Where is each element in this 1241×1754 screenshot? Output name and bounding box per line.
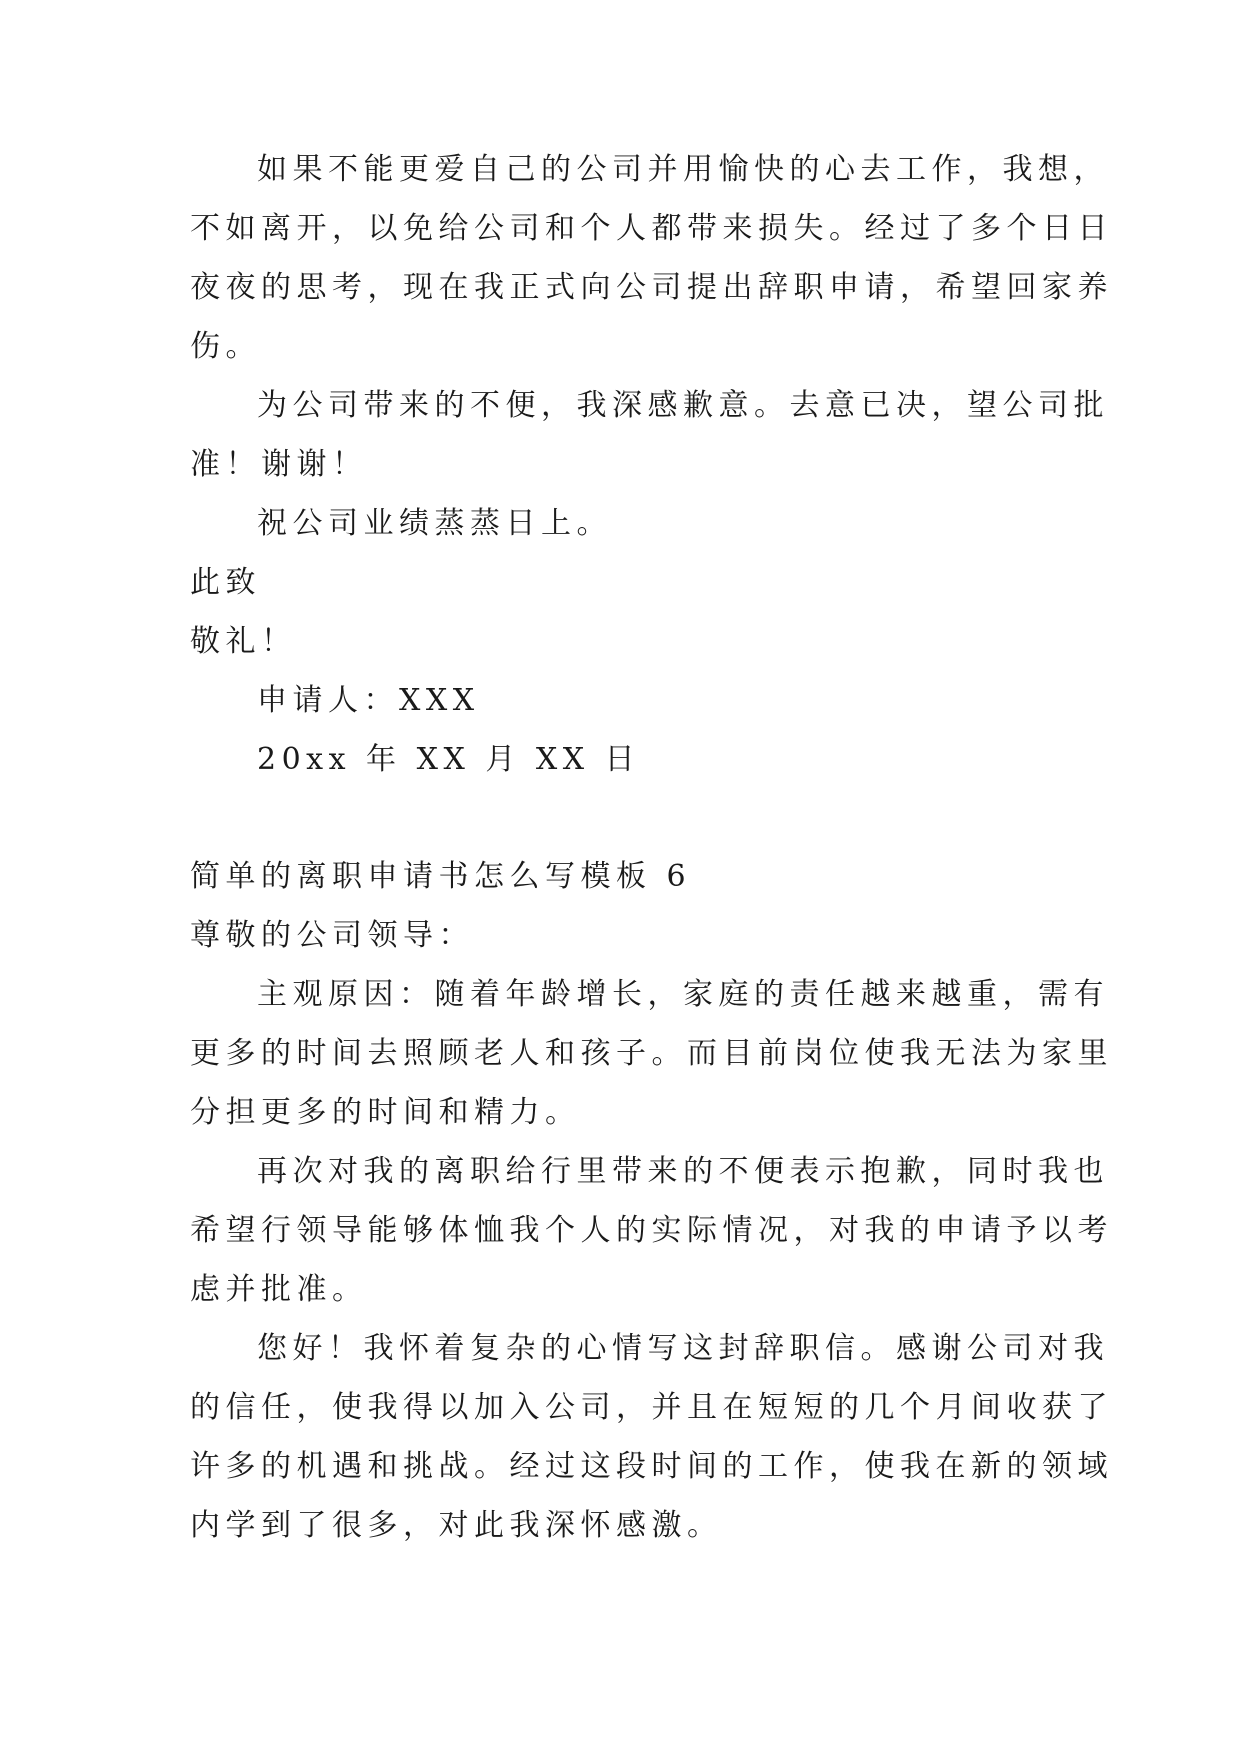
text-line: 更多的时间去照顾老人和孩子。而目前岗位使我无法为家里 <box>190 1036 1113 1071</box>
text-line: 许多的机遇和挑战。经过这段时间的工作，使我在新的领域 <box>190 1449 1113 1484</box>
text-line: 内学到了很多，对此我深怀感激。 <box>190 1508 723 1543</box>
text-line: 您好！我怀着复杂的心情写这封辞职信。感谢公司对我 <box>257 1331 1109 1366</box>
text-line: 夜夜的思考，现在我正式向公司提出辞职申请，希望回家养 <box>190 270 1113 305</box>
closing-line-1: 此致 <box>190 565 261 600</box>
wish-line: 祝公司业绩蒸蒸日上。 <box>257 506 612 541</box>
text-line: 再次对我的离职给行里带来的不便表示抱歉，同时我也 <box>257 1154 1109 1189</box>
text-line: 为公司带来的不便，我深感歉意。去意已决，望公司批 <box>257 388 1109 423</box>
date-line: 20xx 年 XX 月 XX 日 <box>257 742 641 777</box>
closing-line-2: 敬礼！ <box>190 624 297 659</box>
text-line: 如果不能更爱自己的公司并用愉快的心去工作，我想， <box>257 152 1109 187</box>
text-line: 希望行领导能够体恤我个人的实际情况，对我的申请予以考 <box>190 1213 1113 1248</box>
text-line: 分担更多的时间和精力。 <box>190 1095 581 1130</box>
text-line: 主观原因：随着年龄增长，家庭的责任越来越重，需有 <box>257 977 1109 1012</box>
text-line: 虑并批准。 <box>190 1272 368 1307</box>
salutation-line: 尊敬的公司领导： <box>190 918 474 953</box>
text-line: 准！谢谢！ <box>190 447 368 482</box>
applicant-line: 申请人：XXX <box>257 683 480 718</box>
text-line: 伤。 <box>190 329 261 364</box>
text-line: 的信任，使我得以加入公司，并且在短短的几个月间收获了 <box>190 1390 1113 1425</box>
text-line: 不如离开，以免给公司和个人都带来损失。经过了多个日日 <box>190 211 1113 246</box>
section-title: 简单的离职申请书怎么写模板 6 <box>190 859 692 894</box>
